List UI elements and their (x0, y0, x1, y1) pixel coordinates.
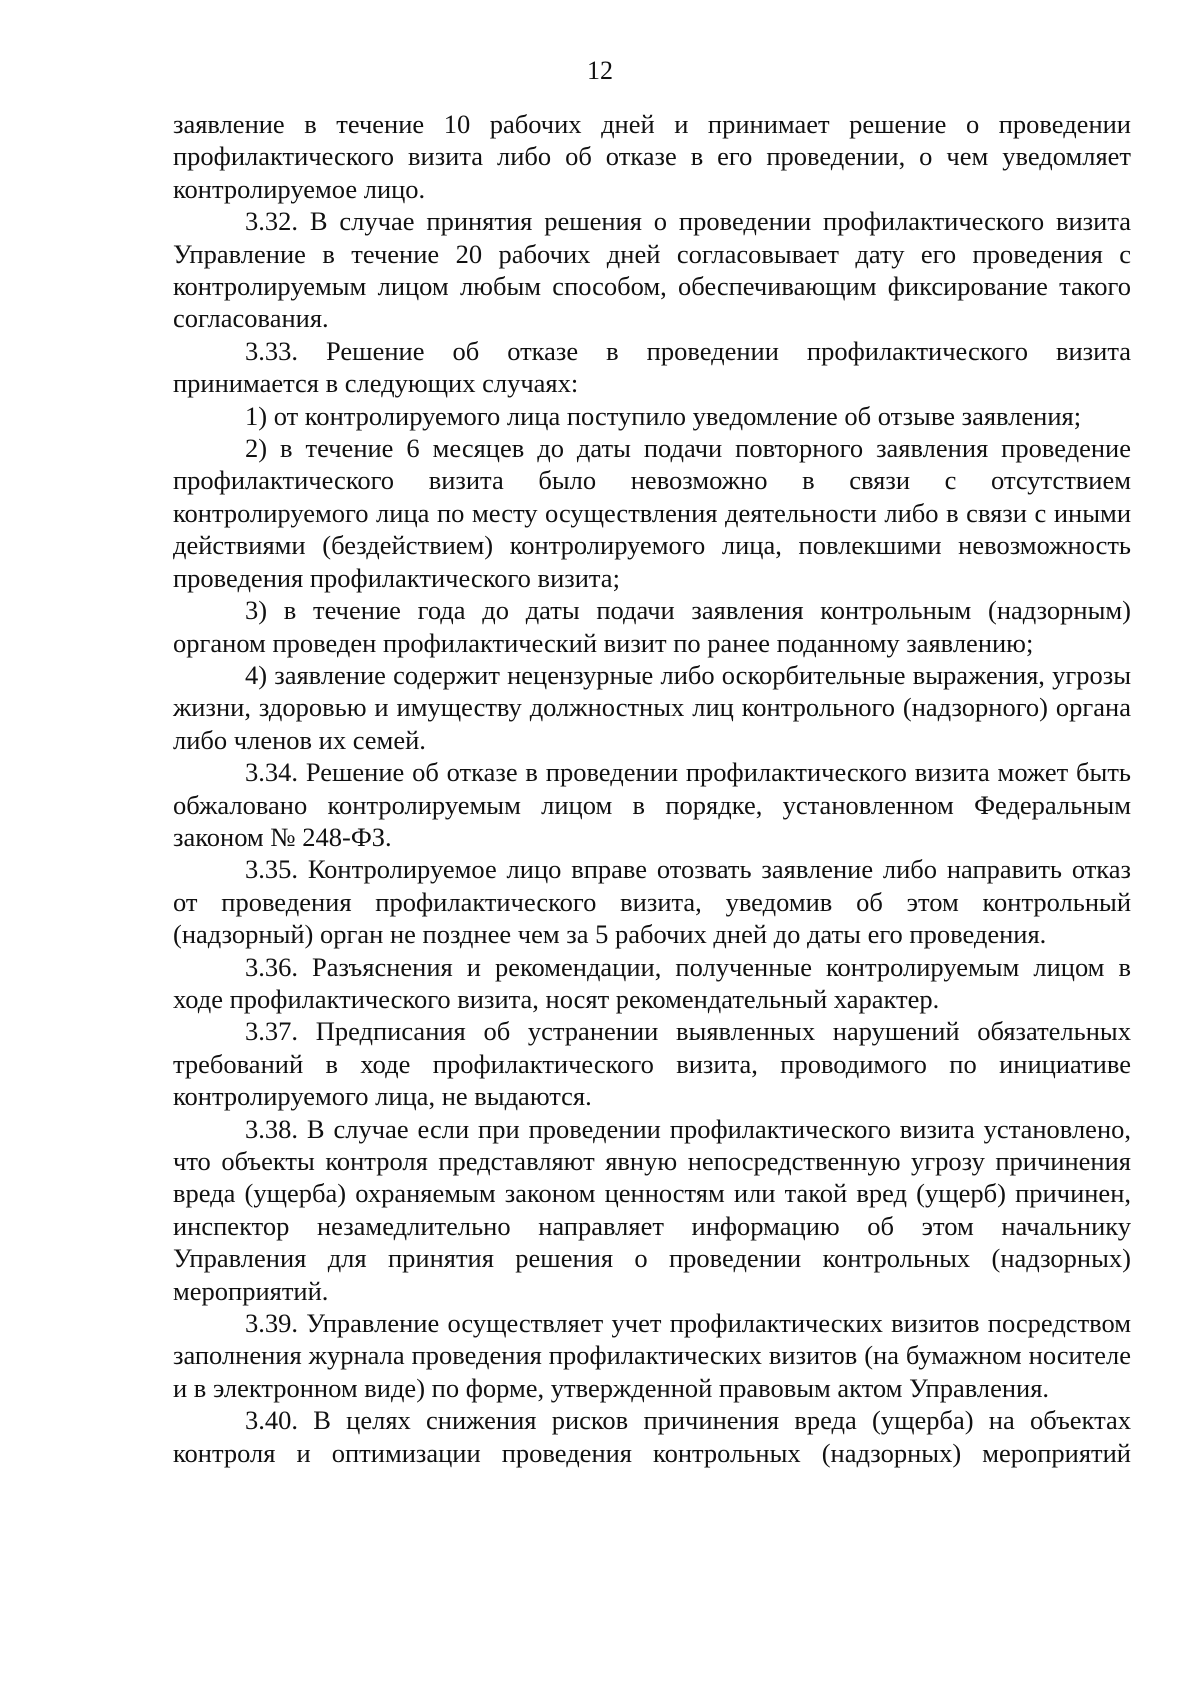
list-item-1: 1) от контролируемого лица поступило уведомление об отзыве заявления; (245, 400, 1082, 431)
list-item-2: 2) в течение 6 месяцев до даты подачи повторного заявления проведение профилактического визита было невозможно в связи с отсутствием контролируемого лица по месту осуществления деятельности либо в связи с иными действиями (бездействием) контролируемого лица, повлекшими невозможность проведения профилактического визита; (173, 433, 1131, 593)
paragraph-3-34: 3.34. Решение об отказе в проведении профилактического визита может быть обжаловано контролируемым лицом в порядке, установленном Федеральным законом № 248-ФЗ. (173, 757, 1131, 852)
paragraph-3-35: 3.35. Контролируемое лицо вправе отозвать заявление либо направить отказ от проведения профилактического визита, уведомив об этом контрольный (надзорный) орган не позднее чем за 5 рабочих дней до даты его проведения. (173, 854, 1131, 950)
paragraph-3-33: 3.33. Решение об отказе в проведении профилактического визита принимается в следующих случаях: (173, 335, 1131, 399)
paragraph-3-40: 3.40. В целях снижения рисков причинения вреда (ущерба) на объектах контроля и оптимизации проведения контрольных (надзорных) мероприятий (173, 1405, 1131, 1468)
paragraph-3-38: 3.38. В случае если при проведении профилактического визита установлено, что объекты контроля представляют явную непосредственную угрозу причинения вреда (ущерба) охраняемым законом ценностям или такой вред (ущерб) причинен, инспектор незамедлительно направляет информацию об этом начальнику Управления для принятия решения о проведении контрольных (надзорных) мероприятий. (173, 1113, 1131, 1306)
paragraph-3-39: 3.39. Управление осуществляет учет профилактических визитов посредством заполнения журнала проведения профилактических визитов (на бумажном носителе и в электронном виде) по форме, утвержденной правовым актом Управления. (173, 1308, 1131, 1403)
document-body (173, 108, 1131, 1469)
list-item-4: 4) заявление содержит нецензурные либо оскорбительные выражения, угрозы жизни, здоровью и имуществу должностных лиц контрольного (надзорного) органа либо членов их семей. (173, 659, 1131, 755)
paragraph-continuation: заявление в течение 10 рабочих дней и принимает решение о проведении профилактического визита либо об отказе в его проведении, о чем уведомляет контролируемое лицо. (173, 109, 1131, 204)
list-item-3: 3) в течение года до даты подачи заявления контрольным (надзорным) органом проведен профилактический визит по ранее поданному заявлению; (173, 595, 1131, 658)
paragraph-3-36: 3.36. Разъяснения и рекомендации, полученные контролируемым лицом в ходе профилактического визита, носят рекомендательный характер. (173, 951, 1131, 1014)
paragraph-3-32: 3.32. В случае принятия решения о проведении профилактического визита Управление в течение 20 рабочих дней согласовывает дату его проведения с контролируемым лицом любым способом, обеспечивающим фиксирование такого согласования. (173, 206, 1131, 334)
paragraph-3-37: 3.37. Предписания об устранении выявленных нарушений обязательных требований в ходе профилактического визита, проводимого по инициативе контролируемого лица, не выдаются. (173, 1016, 1131, 1112)
page-number: 12 (587, 56, 613, 85)
